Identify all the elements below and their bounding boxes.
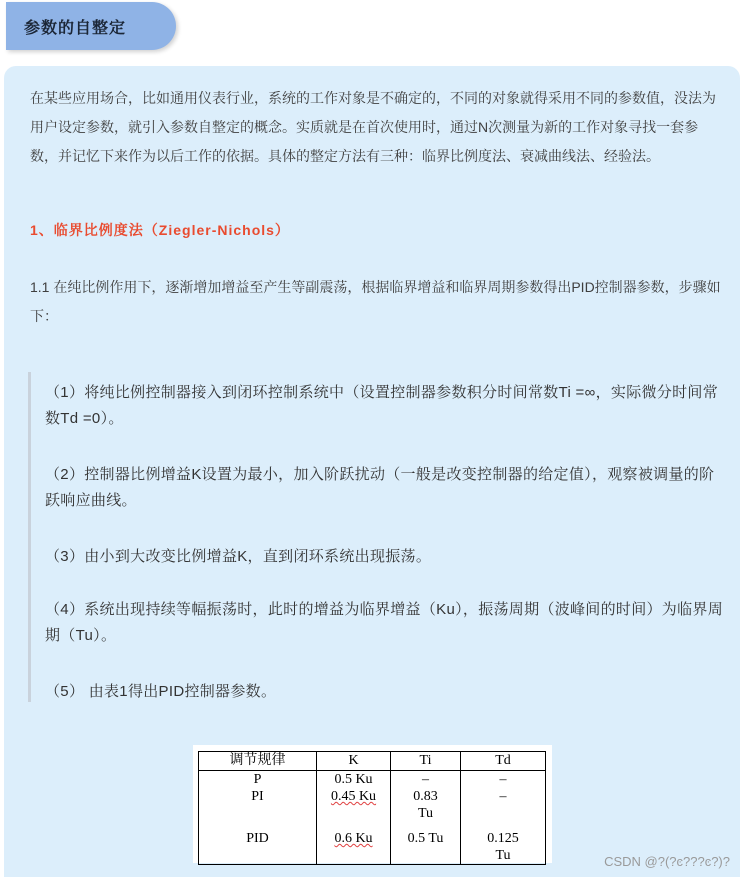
step-3: （3）由小到大改变比例增益K，直到闭环系统出现振荡。	[45, 548, 432, 565]
cell-td-line2: Tu	[495, 848, 511, 863]
cell-ti: –	[391, 771, 461, 789]
cell-td: –	[461, 788, 546, 822]
cell-k	[317, 771, 391, 789]
header-td: Td	[461, 752, 546, 771]
header-ti: Ti	[391, 752, 461, 771]
pid-parameter-table-image	[193, 745, 552, 863]
intro-paragraph: 在某些应用场合，比如通用仪表行业，系统的工作对象是不确定的，不同的对象就得采用不同的参数值，没法为用户设定参数，就引入参数自整定的概念。实质就是在首次使用时，通过N次测量为新的工作对象寻找一套参数，并记忆下来作为以后工作的依据。具体的整定方法有三种：临界比例度法、衰减曲线法、经验法。	[30, 90, 716, 164]
section-title-tab	[6, 2, 176, 50]
cell-k-value: 0.5 Ku	[334, 772, 373, 787]
table-row	[199, 771, 546, 789]
cell-rule: PID	[199, 822, 317, 865]
csdn-watermark: CSDN @?(?ͼ???ͼ?)?	[604, 854, 730, 869]
cell-td-line1: 0.125	[487, 831, 519, 846]
section-title: 参数的自整定	[24, 20, 127, 37]
cell-rule: P	[199, 771, 317, 789]
cell-rule: PI	[199, 788, 317, 822]
cell-k-value: 0.6 Ku	[334, 831, 373, 846]
table-header-row	[199, 752, 546, 771]
step-5: （5） 由表1得出PID控制器参数。	[45, 683, 277, 700]
cell-td: –	[461, 771, 546, 789]
cell-ti-line1: 0.83	[413, 789, 438, 804]
cell-k	[317, 788, 391, 822]
cell-k-value: 0.45 Ku	[330, 789, 377, 804]
table-row	[199, 788, 546, 822]
step-2: （2）控制器比例增益K设置为最小，加入阶跃扰动（一般是改变控制器的给定值），观察被调量的阶跃响应曲线。	[45, 466, 715, 509]
method-heading: 1、临界比例度法（Ziegler-Nichols）	[30, 222, 290, 238]
method-description: 1.1 在纯比例作用下，逐渐增加增益至产生等副震荡，根据临界增益和临界周期参数得出PID控制器参数，步骤如下：	[30, 279, 721, 324]
step-1: （1）将纯比例控制器接入到闭环控制系统中（设置控制器参数积分时间常数Ti =∞，实际微分时间常数Td =0）。	[45, 384, 719, 427]
cell-ti	[391, 788, 461, 822]
step-4: （4）系统出现持续等幅振荡时，此时的增益为临界增益（Ku），振荡周期（波峰间的时间）为临界周期（Tu）。	[45, 601, 723, 644]
cell-ti-line2: Tu	[417, 806, 434, 821]
cell-ti: 0.5 Tu	[391, 822, 461, 865]
cell-td	[461, 822, 546, 865]
header-rule: 调节规律	[199, 752, 317, 771]
table-row	[199, 822, 546, 865]
cell-k	[317, 822, 391, 865]
pid-parameter-table	[198, 751, 546, 865]
steps-blockquote	[28, 372, 731, 702]
header-k: K	[317, 752, 391, 771]
